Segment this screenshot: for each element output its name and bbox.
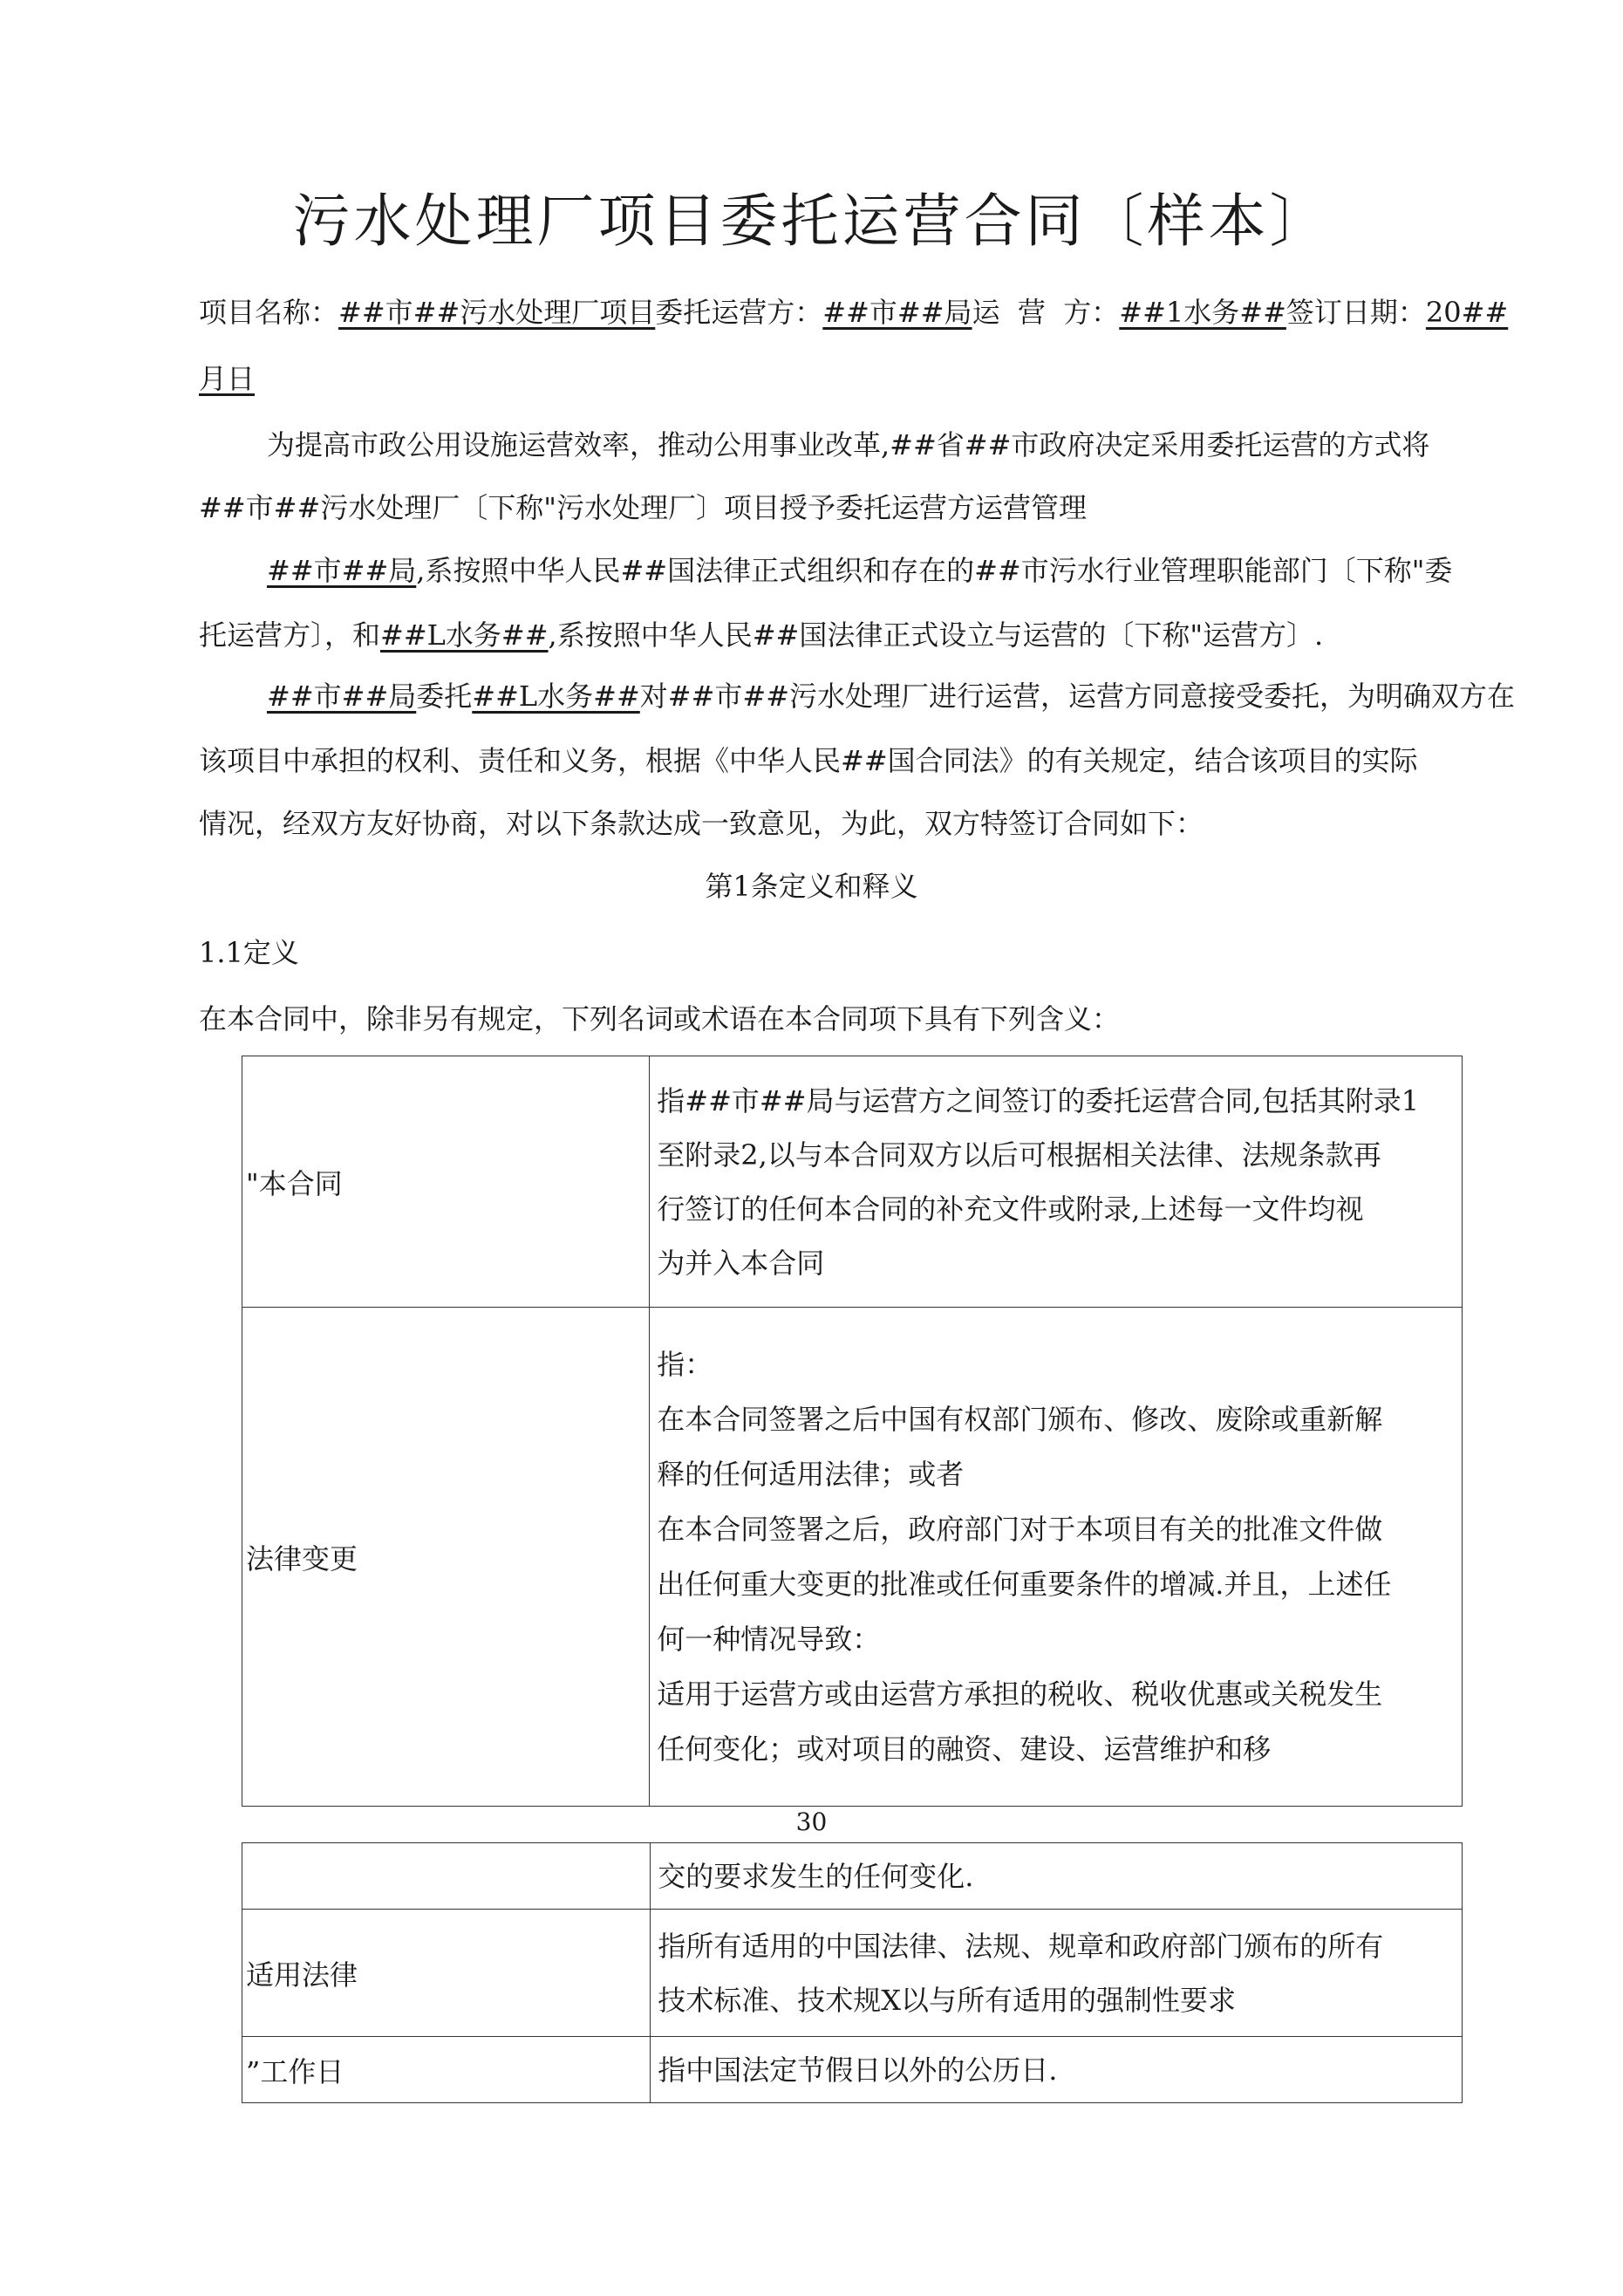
term-cell: ”工作日 xyxy=(242,2037,651,2103)
definition-line: 出任何重大变更的批准或任何重要条件的增减.并且，上述任 xyxy=(657,1567,1392,1601)
definition-line: 为并入本合同 xyxy=(657,1246,825,1280)
definitions-lead: 在本合同中，除非另有规定，下列名词或术语在本合同项下具有下列含义： xyxy=(199,1002,1121,1035)
client-party-ref: ##市##局 xyxy=(267,680,417,713)
definition-line: 交的要求发生的任何变化. xyxy=(658,1859,974,1893)
table-row xyxy=(242,1308,1463,1807)
definitions-table-continued xyxy=(242,1842,1463,2103)
project-name-value: ##市##污水处理厂项目 xyxy=(338,296,656,329)
table-row xyxy=(242,1056,1463,1308)
definition-line: 指中国法定节假日以外的公历日. xyxy=(658,2053,1058,2087)
definition-line: 在本合同签署之后，政府部门对于本项目有关的批准文件做 xyxy=(657,1512,1383,1546)
intro-paragraph-3-text: 对##市##污水处理厂进行运营，运营方同意接受委托，为明确双方在 xyxy=(639,680,1516,713)
intro-paragraph-3-line-2: 该项目中承担的权利、责任和义务，根据《中华人民##国合同法》的有关规定，结合该项目的实际 xyxy=(199,744,1418,777)
client-party-desc-cont: 托运营方〕，和 xyxy=(199,618,381,652)
definition-line: 任何变化；或对项目的融资、建设、运营维护和移 xyxy=(657,1732,1272,1766)
definition-line: 何一种情况导致： xyxy=(657,1622,881,1656)
table-row xyxy=(242,1843,1463,1910)
intro-paragraph-2-line-2 xyxy=(199,618,1323,653)
term-cell xyxy=(242,1843,651,1910)
intro-paragraph-1-line-2: ##市##污水处理厂〔下称"污水处理厂〕项目授予委托运营方运营管理 xyxy=(199,491,1087,524)
definition-line: 指##市##局与运营方之间签订的委托运营合同,包括其附录1 xyxy=(657,1083,1420,1117)
definition-line: 适用于运营方或由运营方承担的税收、税收优惠或关税发生 xyxy=(657,1677,1383,1711)
sign-date-label: 签订日期： xyxy=(1285,296,1426,329)
sign-date-continued: 月日 xyxy=(199,362,256,395)
definition-cell xyxy=(651,1910,1463,2037)
document-title: 污水处理厂项目委托运营合同〔样本〕 xyxy=(292,188,1331,255)
definition-line: 释的任何适用法律；或者 xyxy=(657,1457,965,1491)
article-1-heading: 第1条定义和释义 xyxy=(705,870,918,903)
intro-paragraph-2-line-1 xyxy=(267,553,1452,588)
operator-value: ##1水务## xyxy=(1119,296,1286,329)
entrust-word: 委托 xyxy=(416,680,473,713)
client-value: ##市##局 xyxy=(822,296,972,329)
definition-line: 指： xyxy=(657,1347,713,1381)
table-row xyxy=(242,2037,1463,2103)
definition-line: 技术标准、技术规X以与所有适用的强制性要求 xyxy=(658,1983,1237,2017)
intro-paragraph-3-line-1 xyxy=(267,679,1515,714)
operator-party-name: ##L水务## xyxy=(380,618,549,652)
operator-label: 运 营 方： xyxy=(972,296,1120,329)
project-info-line xyxy=(199,295,1508,330)
definition-cell xyxy=(650,1308,1463,1807)
intro-paragraph-1-line-1: 为提高市政公用设施运营效率，推动公用事业改革,##省##市政府决定采用委托运营的方式将 xyxy=(267,428,1430,461)
operator-party-ref: ##L水务## xyxy=(472,680,640,713)
page-number: 30 xyxy=(795,1807,828,1836)
client-party-name: ##市##局 xyxy=(267,554,417,587)
client-party-desc: ,系按照中华人民##国法律正式组织和存在的##市污水行业管理职能部门〔下称"委 xyxy=(416,554,1453,587)
operator-party-desc: ,系按照中华人民##国法律正式设立与运营的〔下称"运营方〕. xyxy=(548,618,1324,652)
section-1-1-heading: 1.1定义 xyxy=(199,936,299,969)
intro-paragraph-3-line-3: 情况，经双方友好协商，对以下条款达成一致意见，为此，双方特签订合同如下： xyxy=(199,807,1204,840)
table-row xyxy=(242,1910,1463,2037)
term-cell: 适用法律 xyxy=(242,1910,651,2037)
project-name-label: 项目名称： xyxy=(199,296,339,329)
definition-line: 行签订的任何本合同的补充文件或附录,上述每一文件均视 xyxy=(657,1192,1364,1226)
definition-cell xyxy=(651,1843,1463,1910)
definition-cell xyxy=(650,1056,1463,1308)
definition-line: 在本合同签署之后中国有权部门颁布、修改、废除或重新解 xyxy=(657,1402,1383,1436)
term-cell: 法律变更 xyxy=(242,1308,650,1807)
definition-cell xyxy=(651,2037,1463,2103)
sign-date-value: 20## xyxy=(1425,296,1509,329)
definitions-table xyxy=(242,1056,1463,1807)
definition-line: 至附录2,以与本合同双方以后可根据相关法律、法规条款再 xyxy=(657,1138,1381,1172)
term-cell: "本合同 xyxy=(242,1056,650,1308)
client-label: 委托运营方： xyxy=(655,296,823,329)
definition-line: 指所有适用的中国法律、法规、规章和政府部门颁布的所有 xyxy=(658,1929,1384,1963)
